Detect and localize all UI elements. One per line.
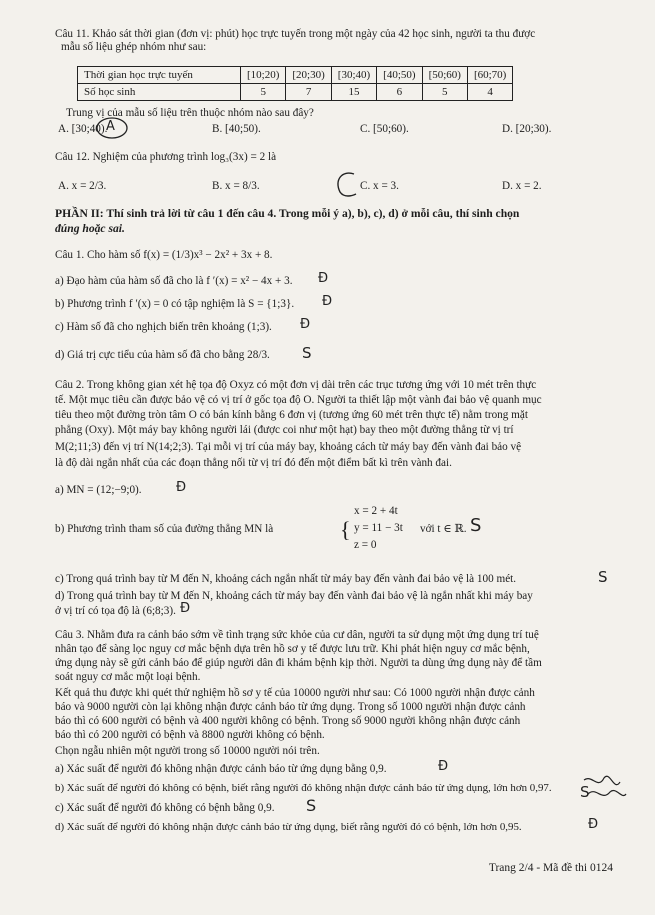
- table-cell: [10;20): [241, 67, 286, 84]
- handwritten-mark: Đ: [300, 317, 311, 332]
- c2-item-d-line1: d) Trong quá trình bay từ M đến N, khoảng cách từ máy bay đến vành đai bảo vệ là ngắn nhất khi máy bay: [55, 590, 533, 602]
- q11-option-b: B. [40;50).: [212, 123, 261, 135]
- table-header-count: Số học sinh: [78, 84, 241, 101]
- c3-line1: Câu 3. Nhằm đưa ra cảnh báo sớm về tình trạng sức khỏe của cư dân, người ta sử dụng một ứng dụng trí tuệ: [55, 629, 539, 641]
- c2-line5: M(2;11;3) đến vị trí N(14;2;3). Tại mỗi vị trí của máy bay, khoảng cách từ máy bay đến vành đai bảo vệ: [55, 441, 522, 453]
- c2-line4: phẳng (Oxy). Một máy bay không người lái (được coi như một hạt) bay theo một đường thẳng từ vị trí: [55, 424, 514, 436]
- c3-line8: báo thì có 200 người có bệnh và 8800 người không có bệnh.: [55, 729, 325, 741]
- c3-item-c: c) Xác suất để người đó không có bệnh bằng 0,9.: [55, 802, 275, 814]
- handwritten-circle-icon: [332, 168, 362, 200]
- system-equation: x = 2 + 4t: [354, 505, 398, 517]
- system-equation: y = 11 − 3t: [354, 522, 403, 534]
- table-row: [78, 67, 513, 84]
- table-cell: 5: [241, 84, 286, 101]
- c1-item-d: d) Giá trị cực tiểu của hàm số đã cho bằng 28/3.: [55, 349, 270, 361]
- table-header-time: Thời gian học trực tuyến: [78, 67, 241, 84]
- c3-line2: nhân tạo để sàng lọc nguy cơ mắc bệnh dựa trên hồ sơ y tế được lưu trữ. Khi phát hiện nguy cơ mắc bệnh,: [55, 643, 530, 655]
- handwritten-mark: Đ: [318, 271, 329, 286]
- q12-option-d: D. x = 2.: [502, 180, 542, 192]
- c2-item-c: c) Trong quá trình bay từ M đến N, khoảng cách ngắn nhất từ máy bay đến vành đai bảo vệ là 100 mét.: [55, 573, 517, 585]
- frequency-table: [77, 66, 513, 101]
- c1-item-b: b) Phương trình f ′(x) = 0 có tập nghiệm là S = {1;3}.: [55, 298, 295, 310]
- c3-line3: ứng dụng này sẽ gửi cảnh báo để giúp người dân đi khám bệnh kịp thời. Người ta dùng ứng dụng này để tầm: [55, 657, 542, 669]
- q12-option-a: A. x = 2/3.: [58, 180, 107, 192]
- handwritten-mark: S: [470, 515, 482, 536]
- handwritten-mark: Đ: [322, 294, 333, 309]
- table-row: [78, 84, 513, 101]
- handwritten-answer: A: [106, 119, 115, 134]
- q11-stem-line2: mẫu số liệu ghép nhóm như sau:: [61, 41, 207, 53]
- table-cell: 7: [286, 84, 331, 101]
- system-brace: {: [340, 517, 351, 542]
- c3-item-b: b) Xác suất để người đó không có bệnh, biết rằng người đó không nhận được cảnh báo từ ứng dụng, lớn hơn 0,97.: [55, 782, 552, 794]
- c3-line9: Chọn ngẫu nhiên một người trong số 10000 người nói trên.: [55, 745, 320, 757]
- q12-option-b: B. x = 8/3.: [212, 180, 260, 192]
- part2-title-line1: PHẦN II: Thí sinh trả lời từ câu 1 đến câu 4. Trong mỗi ý a), b), c), d) ở mỗi câu, thí sinh chọn: [55, 207, 520, 220]
- q12-option-c: C. x = 3.: [360, 180, 399, 192]
- handwritten-mark: S: [302, 344, 312, 362]
- q11-question: Trung vị của mẫu số liệu trên thuộc nhóm nào sau đây?: [66, 107, 314, 119]
- c2-item-b-prefix: b) Phương trình tham số của đường thẳng MN là: [55, 523, 274, 535]
- c1-item-a: a) Đạo hàm của hàm số đã cho là f ′(x) = x² − 4x + 3.: [55, 275, 293, 287]
- c3-line7: báo thì có 600 người có bệnh và 400 người không có bệnh. Trong số 9000 người không nhận được cảnh: [55, 715, 521, 727]
- q11-option-c: C. [50;60).: [360, 123, 409, 135]
- system-equation: z = 0: [354, 539, 377, 551]
- table-cell: [50;60): [422, 67, 467, 84]
- handwritten-mark: Đ: [180, 601, 191, 616]
- c2-line1: Câu 2. Trong không gian xét hệ tọa độ Oxyz có một đơn vị dài trên các trục tương ứng với 10 mét trên thực: [55, 379, 537, 391]
- q11-option-a: A. [30;40).: [58, 123, 108, 135]
- table-cell: 15: [331, 84, 376, 101]
- handwritten-mark: S: [306, 796, 317, 815]
- part2-title-line2: đúng hoặc sai.: [55, 222, 125, 235]
- c2-item-a: a) MN = (12;−9;0).: [55, 484, 142, 496]
- c3-line5: Kết quả thu được khi quét thử nghiệm hồ sơ y tế của 10000 người như sau: Có 1000 người nhận được cảnh: [55, 687, 535, 699]
- table-cell: [20;30): [286, 67, 331, 84]
- table-cell: 4: [467, 84, 512, 101]
- c2-item-d-line2: ở vị trí có tọa độ là (6;8;3).: [55, 605, 176, 617]
- handwritten-mark: Đ: [588, 817, 599, 832]
- table-cell: [60;70): [467, 67, 512, 84]
- handwritten-mark: S: [580, 783, 590, 801]
- c1-stem: Câu 1. Cho hàm số f(x) = (1/3)x³ − 2x² + 3x + 8.: [55, 249, 273, 261]
- c2-line3: tiêu theo một đường tròn tâm O có bán kính bằng 6 đơn vị (tương ứng 60 mét trên thực tế) nằm trong mặt: [55, 409, 528, 421]
- c2-line2: tế. Một mục tiêu cần được bảo vệ có vị trí ở gốc tọa độ O. Người ta thiết lập một vành đai bảo vệ quanh mục: [55, 394, 542, 406]
- q11-stem-line1: Câu 11. Khảo sát thời gian (đơn vị: phút) học trực tuyến trong một ngày của 42 học sinh, người ta thu được: [55, 28, 536, 40]
- c3-line6: báo và 9000 người còn lại không nhận được cảnh báo từ ứng dụng. Trong số 1000 người nhận được cảnh: [55, 701, 526, 713]
- q11-option-d: D. [20;30).: [502, 123, 552, 135]
- q12-stem: Câu 12. Nghiệm của phương trình log₃(3x) = 2 là: [55, 151, 277, 163]
- c2-line6: là độ dài ngắn nhất của các đoạn thẳng nối từ vị trí đó đến một điểm bất kì trên vành đai.: [55, 457, 452, 469]
- page-footer: Trang 2/4 - Mã đề thi 0124: [488, 862, 613, 874]
- c3-line4: soát nguy cơ mắc một loại bệnh.: [55, 671, 201, 683]
- table-cell: 5: [422, 84, 467, 101]
- c3-item-a: a) Xác suất để người đó không nhận được cảnh báo từ ứng dụng bằng 0,9.: [55, 763, 387, 775]
- handwritten-mark: Đ: [438, 759, 449, 774]
- table-cell: [40;50): [377, 67, 422, 84]
- handwritten-mark: Đ: [176, 480, 187, 495]
- table-cell: [30;40): [331, 67, 376, 84]
- table-cell: 6: [377, 84, 422, 101]
- c1-item-c: c) Hàm số đã cho nghịch biến trên khoảng (1;3).: [55, 321, 272, 333]
- c2-item-b-suffix: với t ∈ ℝ.: [420, 523, 467, 535]
- handwritten-mark: S: [598, 568, 608, 586]
- c3-item-d: d) Xác suất để người đó không nhận được cảnh báo từ ứng dụng, biết rằng người đó có bệnh, lớn hơn 0,95.: [55, 821, 522, 833]
